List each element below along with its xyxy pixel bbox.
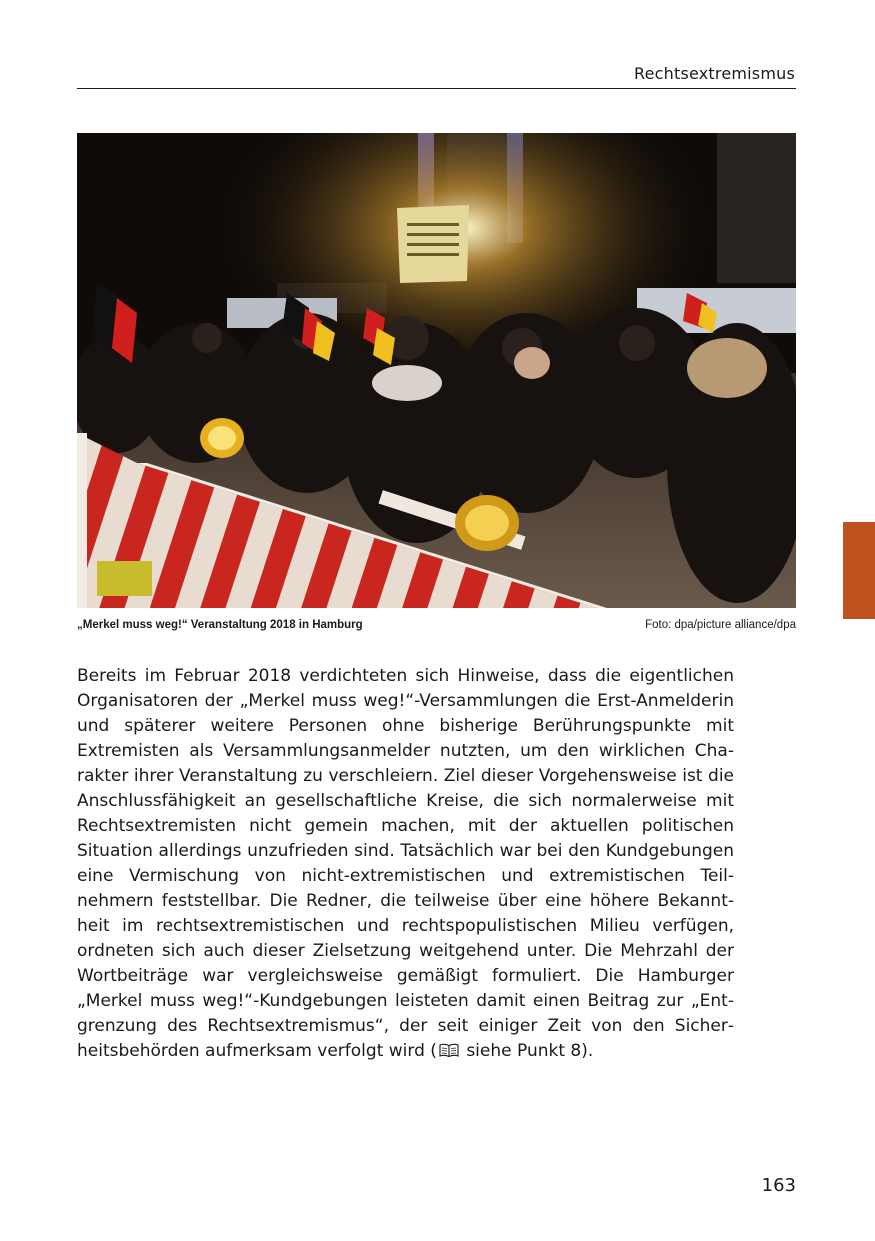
header-rule xyxy=(77,88,796,89)
body-paragraph xyxy=(77,664,734,1064)
book-icon xyxy=(438,1042,460,1059)
paragraph-text-reference: siehe Punkt 8). xyxy=(460,1041,594,1061)
photo-caption: „Merkel muss weg!“ Veranstaltung 2018 in Hamburg xyxy=(77,619,363,631)
page-number: 163 xyxy=(761,1175,796,1196)
running-header-title: Rechtsextremismus xyxy=(634,64,795,83)
protest-photo xyxy=(77,133,796,608)
section-tab-marker xyxy=(843,522,875,619)
photo-credit: Foto: dpa/picture alliance/dpa xyxy=(645,619,796,631)
paragraph-text-main: Bereits im Februar 2018 verdichteten sich Hinweise, dass die eigentlichen Organisatoren der „Merkel muss weg!“-Versammlungen die Erst-Anmelderin und späterer weitere Personen ohne bisherige Berührungspunkte mit Extremisten als Versammlungsanmelder nutzten, um den wirklichen Charakter ihrer Veranstaltung zu verschleiern. Ziel dieser Vorgehensweise ist die Anschlussfähigkeit an gesellschaftliche Kreise, die sich normalerweise mit Rechtsextremisten nicht gemein machen, mit der aktuellen politischen Situation allerdings unzufrieden sind. Tatsächlich war bei den Kundgebungen eine Vermischung von nicht-extremistischen und extremistischen Teilnehmern feststellbar. Die Redner, die teilweise über eine höhere Bekanntheit im rechtsextremistischen und rechtspopulistischen Milieu verfügen, ordneten sich auch dieser Zielsetzung weitgehend unter. Die Mehrzahl der Wortbeiträge war vergleichsweise gemäßigt formuliert. Die Hamburger „Merkel muss weg!“-Kundgebungen leisteten damit einen Beitrag zur „Entgrenzung des Rechtsextremismus“, der seit einiger Zeit von den Sicherheitsbehörden aufmerksam verfolgt wird ( xyxy=(77,666,734,1061)
